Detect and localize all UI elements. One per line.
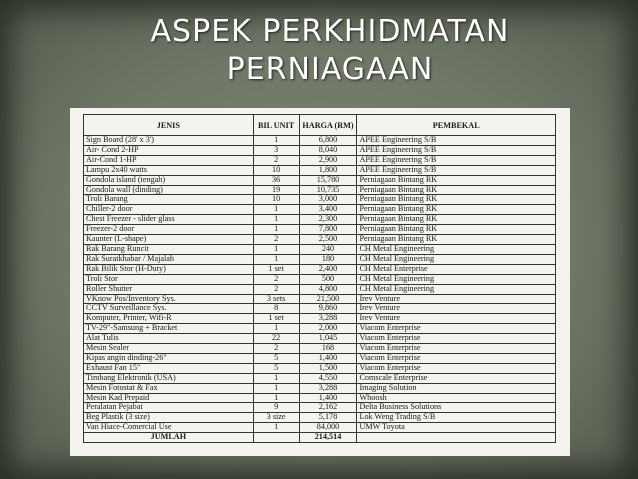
table-row xyxy=(84,205,556,215)
cell-bil: 2 xyxy=(253,155,299,165)
cell-bil: 10 xyxy=(253,195,299,205)
cell-pembekal: Viacom Enterprise xyxy=(357,324,556,334)
cell-bil: 1 xyxy=(253,373,299,383)
cell-harga: 2,500 xyxy=(299,235,357,245)
cell-bil: 9 xyxy=(253,403,299,413)
cell-jenis: Mesin Sealer xyxy=(84,344,254,354)
total-value: 214,514 xyxy=(299,433,357,443)
cell-bil: 5 xyxy=(253,363,299,373)
cell-pembekal: Lok Weng Trading S/B xyxy=(357,413,556,423)
cell-bil: 1 xyxy=(253,225,299,235)
cell-bil: 1 set xyxy=(253,314,299,324)
cell-pembekal: UMW Toyota xyxy=(357,423,556,433)
cell-pembekal: APEE Engineering S/B xyxy=(357,155,556,165)
cell-jenis: Air-Cond 1-HP xyxy=(84,155,254,165)
cell-harga: 3,288 xyxy=(299,314,357,324)
slide-title-line1: ASPEK PERKHIDMATAN xyxy=(150,14,510,49)
cell-harga: 240 xyxy=(299,244,357,254)
table-row xyxy=(84,373,556,383)
cell-jenis: Gondola island (tengah) xyxy=(84,175,254,185)
cell-harga: 3,288 xyxy=(299,383,357,393)
cell-jenis: Roller Shutter xyxy=(84,284,254,294)
document-image xyxy=(70,108,570,456)
table-row xyxy=(84,215,556,225)
cell-harga: 3,400 xyxy=(299,205,357,215)
slide-title-line2: PERNIAGAAN xyxy=(226,52,434,87)
cell-pembekal: CH Metal Engineering xyxy=(357,274,556,284)
cell-harga: 500 xyxy=(299,274,357,284)
cell-pembekal: Perniagaan Bintang RK xyxy=(357,175,556,185)
table-row xyxy=(84,244,556,254)
cell-harga: 15,780 xyxy=(299,175,357,185)
table-row xyxy=(84,284,556,294)
cell-bil: 22 xyxy=(253,334,299,344)
cell-pembekal: Perniagaan Bintang RK xyxy=(357,215,556,225)
cell-pembekal: Irev Venture xyxy=(357,294,556,304)
table-row xyxy=(84,254,556,264)
cell-harga: 10,735 xyxy=(299,185,357,195)
cell-pembekal: Viacom Enterprise xyxy=(357,363,556,373)
cell-harga: 2,300 xyxy=(299,215,357,225)
cell-harga: 1,500 xyxy=(299,363,357,373)
table-row xyxy=(84,423,556,433)
cell-pembekal: Viacom Enterprise xyxy=(357,353,556,363)
table-header-row xyxy=(84,115,556,136)
cell-pembekal: Whoosh xyxy=(357,393,556,403)
cell-bil: 1 xyxy=(253,383,299,393)
cell-jenis: Chest Freezer - slider glass xyxy=(84,215,254,225)
cell-jenis: Kipas angin dinding-26" xyxy=(84,353,254,363)
cell-harga: 4,550 xyxy=(299,373,357,383)
table-row xyxy=(84,175,556,185)
table-row xyxy=(84,344,556,354)
cell-pembekal: Delta Business Solutions xyxy=(357,403,556,413)
cell-jenis: Mesin Fotostat & Fax xyxy=(84,383,254,393)
cell-bil: 1 set xyxy=(253,264,299,274)
header-bil-unit: BIL UNIT xyxy=(253,115,299,136)
cell-pembekal: Perniagaan Bintang RK xyxy=(357,235,556,245)
cell-pembekal: Irev Venture xyxy=(357,304,556,314)
table-row xyxy=(84,353,556,363)
table-row xyxy=(84,324,556,334)
cell-bil: 1 xyxy=(253,423,299,433)
total-label: JUMLAH xyxy=(84,433,254,443)
cell-jenis: Rak Bilik Stor (H-Duty) xyxy=(84,264,254,274)
cell-bil: 1 xyxy=(253,393,299,403)
cell-pembekal: Viacom Enterprise xyxy=(357,344,556,354)
cell-jenis: Alat Tulis xyxy=(84,334,254,344)
cell-jenis: VKnow Pos/Inventory Sys. xyxy=(84,294,254,304)
cell-jenis: Komputer, Printer, Wifi-R xyxy=(84,314,254,324)
cell-harga: 7,800 xyxy=(299,225,357,235)
table-row xyxy=(84,403,556,413)
equipment-table xyxy=(83,114,556,443)
table-row xyxy=(84,314,556,324)
cell-harga: 4,800 xyxy=(299,284,357,294)
cell-bil: 3 sets xyxy=(253,294,299,304)
cell-jenis: Rak Suratkhabar / Majalah xyxy=(84,254,254,264)
table-body xyxy=(84,136,556,433)
table-row xyxy=(84,145,556,155)
cell-pembekal: CH Metal Engineering xyxy=(357,284,556,294)
cell-pembekal: CH Metal Engineering xyxy=(357,254,556,264)
cell-harga: 1,400 xyxy=(299,393,357,403)
table-row xyxy=(84,304,556,314)
cell-jenis: Sign Board (28' x 3') xyxy=(84,136,254,146)
cell-bil: 3 size xyxy=(253,413,299,423)
cell-harga: 2,162 xyxy=(299,403,357,413)
cell-jenis: TV-29"-Samsung + Bracket xyxy=(84,324,254,334)
cell-harga: 21,500 xyxy=(299,294,357,304)
cell-bil: 1 xyxy=(253,205,299,215)
table-row xyxy=(84,136,556,146)
cell-jenis: Kaunter (L-shape) xyxy=(84,235,254,245)
table-row xyxy=(84,235,556,245)
cell-jenis: CCTV Surveillance Sys. xyxy=(84,304,254,314)
table-row xyxy=(84,413,556,423)
cell-bil: 1 xyxy=(253,215,299,225)
table-row xyxy=(84,334,556,344)
cell-bil: 36 xyxy=(253,175,299,185)
table-row xyxy=(84,363,556,373)
cell-jenis: Lampu 2x40 watts xyxy=(84,165,254,175)
cell-pembekal: Imaging Solution xyxy=(357,383,556,393)
cell-bil: 2 xyxy=(253,284,299,294)
cell-pembekal: Viacom Enterprise xyxy=(357,334,556,344)
cell-harga: 5,178 xyxy=(299,413,357,423)
cell-harga: 2,000 xyxy=(299,324,357,334)
table-row xyxy=(84,294,556,304)
cell-bil: 1 xyxy=(253,324,299,334)
total-empty-2 xyxy=(357,433,556,443)
cell-jenis: Freezer-2 door xyxy=(84,225,254,235)
cell-bil: 2 xyxy=(253,235,299,245)
cell-harga: 1,800 xyxy=(299,165,357,175)
table-total-row xyxy=(84,433,556,443)
cell-pembekal: Irev Venture xyxy=(357,314,556,324)
cell-harga: 2,400 xyxy=(299,264,357,274)
cell-jenis: Peralatan Pejabat xyxy=(84,403,254,413)
table-row xyxy=(84,155,556,165)
cell-bil: 2 xyxy=(253,344,299,354)
cell-jenis: Gondola wall (dinding) xyxy=(84,185,254,195)
cell-pembekal: CH Metal Engineering xyxy=(357,244,556,254)
cell-jenis: Troli Barang xyxy=(84,195,254,205)
cell-jenis: Mesin Kad Prepaid xyxy=(84,393,254,403)
cell-harga: 3,000 xyxy=(299,195,357,205)
table-row xyxy=(84,195,556,205)
cell-bil: 8 xyxy=(253,304,299,314)
cell-harga: 1,400 xyxy=(299,353,357,363)
cell-harga: 6,800 xyxy=(299,136,357,146)
cell-jenis: Air- Cond 2-HP xyxy=(84,145,254,155)
cell-jenis: Chiller-2 door xyxy=(84,205,254,215)
cell-pembekal: Perniagaan Bintang RK xyxy=(357,225,556,235)
header-harga: HARGA (RM) xyxy=(299,115,357,136)
cell-pembekal: APEE Engineering S/B xyxy=(357,136,556,146)
cell-harga: 9,860 xyxy=(299,304,357,314)
cell-bil: 19 xyxy=(253,185,299,195)
total-empty xyxy=(253,433,299,443)
table-row xyxy=(84,185,556,195)
table-row xyxy=(84,225,556,235)
cell-harga: 1,045 xyxy=(299,334,357,344)
cell-pembekal: Perniagaan Bintang RK xyxy=(357,195,556,205)
cell-jenis: Beg Plastik (3 size) xyxy=(84,413,254,423)
table-row xyxy=(84,383,556,393)
cell-jenis: Van Hiace-Comercial Use xyxy=(84,423,254,433)
cell-bil: 5 xyxy=(253,353,299,363)
table-row xyxy=(84,274,556,284)
cell-harga: 180 xyxy=(299,254,357,264)
cell-harga: 2,900 xyxy=(299,155,357,165)
cell-bil: 1 xyxy=(253,136,299,146)
cell-jenis: Exhaust Fan 15" xyxy=(84,363,254,373)
cell-pembekal: APEE Engineering S/B xyxy=(357,145,556,155)
cell-jenis: Troli Stor xyxy=(84,274,254,284)
cell-harga: 168 xyxy=(299,344,357,354)
cell-bil: 1 xyxy=(253,254,299,264)
table-row xyxy=(84,393,556,403)
cell-bil: 2 xyxy=(253,274,299,284)
cell-bil: 3 xyxy=(253,145,299,155)
cell-pembekal: Perniagaan Bintang RK xyxy=(357,205,556,215)
cell-jenis: Timbang Elektronik (USA) xyxy=(84,373,254,383)
cell-pembekal: APEE Engineering S/B xyxy=(357,165,556,175)
cell-pembekal: CH Metal Enterprise xyxy=(357,264,556,274)
header-pembekal: PEMBEKAL xyxy=(357,115,556,136)
cell-pembekal: Perniagaan Bintang RK xyxy=(357,185,556,195)
cell-harga: 8,040 xyxy=(299,145,357,155)
cell-jenis: Rak Barang Runcit xyxy=(84,244,254,254)
header-jenis: JENIS xyxy=(84,115,254,136)
cell-harga: 84,000 xyxy=(299,423,357,433)
table-row xyxy=(84,165,556,175)
cell-bil: 10 xyxy=(253,165,299,175)
table-row xyxy=(84,264,556,274)
cell-pembekal: Comscale Enterprise xyxy=(357,373,556,383)
cell-bil: 1 xyxy=(253,244,299,254)
